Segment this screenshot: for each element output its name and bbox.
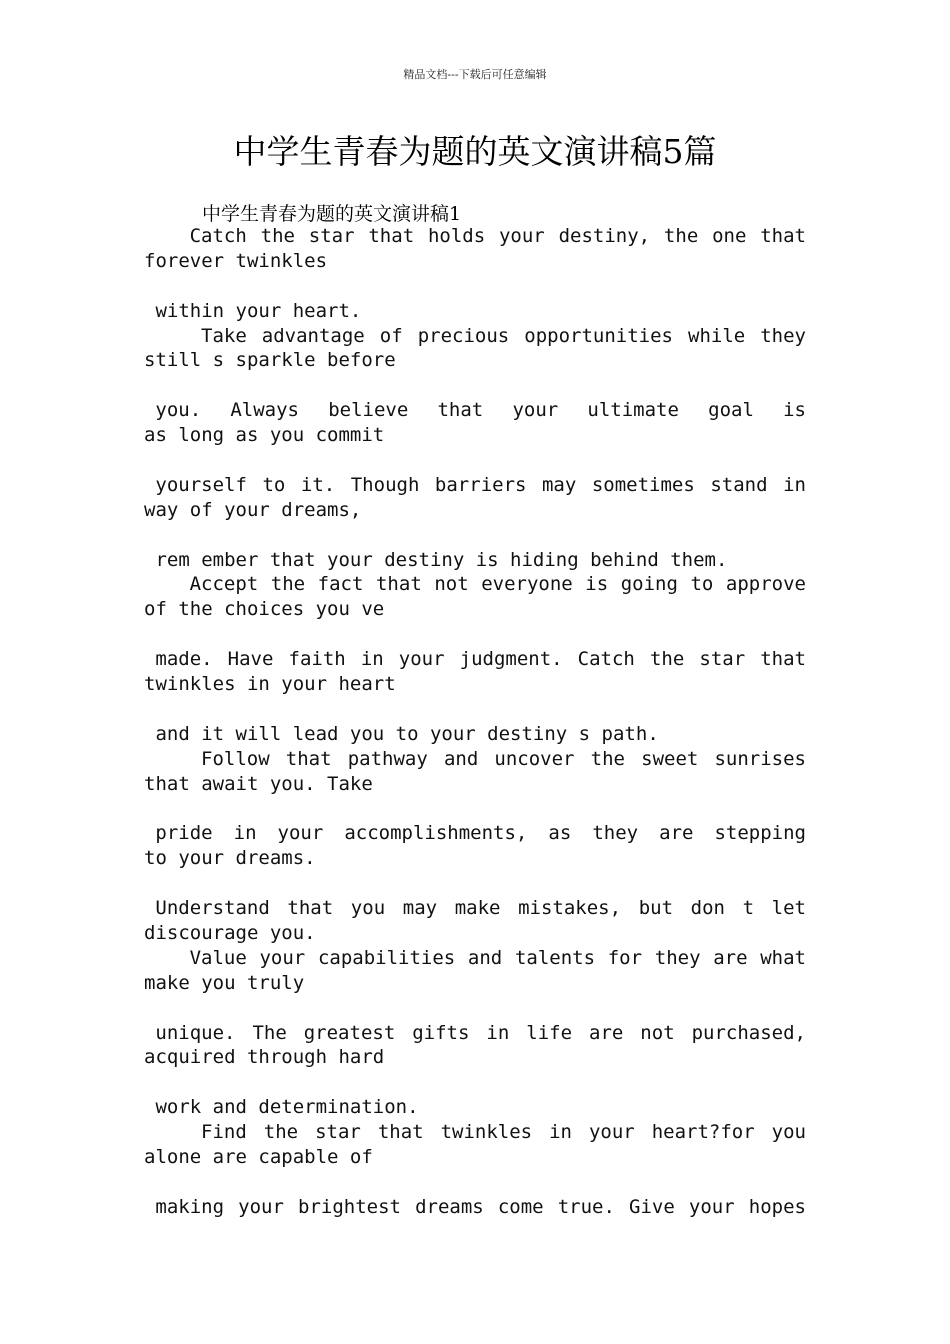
header-note: 精品文档---下载后可任意编辑 bbox=[403, 68, 547, 81]
body-line: rem ember that your destiny is hiding behind them. bbox=[144, 548, 728, 571]
body-line: Catch the star that holds your destiny, the one that bbox=[189, 225, 806, 247]
body-line: within your heart. bbox=[144, 299, 362, 322]
body-line: twinkles in your heart bbox=[144, 673, 396, 696]
body-line bbox=[144, 274, 806, 299]
body-line bbox=[144, 697, 806, 722]
body-line: still s sparkle before bbox=[144, 349, 396, 372]
body-line: and it will lead you to your destiny s path. bbox=[144, 722, 659, 745]
body-line: yourself to it. Though barriers may sometimes stand in bbox=[155, 473, 806, 496]
body-line bbox=[144, 796, 806, 821]
body-line: make you truly bbox=[144, 971, 305, 994]
body-line bbox=[144, 373, 806, 398]
body-line: pride in your accomplishments, as they are stepping bbox=[155, 822, 806, 845]
body-line bbox=[144, 622, 806, 647]
body-line: to your dreams. bbox=[144, 847, 316, 870]
body-line: that await you. Take bbox=[144, 772, 373, 795]
body-line: Find the star that twinkles in your heart?for you bbox=[201, 1121, 806, 1144]
speech-body bbox=[144, 224, 806, 1220]
body-line: you. Always believe that your ultimate goal is bbox=[155, 399, 806, 422]
section-heading: 中学生青春为题的英文演讲稿1 bbox=[202, 203, 462, 225]
body-line: of the choices you ve bbox=[144, 598, 385, 621]
body-line: making your brightest dreams come true. Give your hopes bbox=[155, 1195, 806, 1218]
body-line: discourage you. bbox=[144, 921, 316, 944]
body-line: as long as you commit bbox=[144, 424, 385, 447]
body-line: unique. The greatest gifts in life are not purchased, bbox=[155, 1021, 806, 1044]
body-line: Understand that you may make mistakes, but don t let bbox=[155, 897, 806, 920]
body-line: acquired through hard bbox=[144, 1046, 385, 1069]
body-line bbox=[144, 1170, 806, 1195]
body-line: Take advantage of precious opportunities while they bbox=[201, 324, 806, 347]
body-line: alone are capable of bbox=[144, 1145, 373, 1168]
body-line bbox=[144, 523, 806, 548]
body-line: work and determination. bbox=[144, 1096, 419, 1119]
body-line bbox=[144, 1070, 806, 1095]
body-line: forever twinkles bbox=[144, 249, 328, 272]
document-title: 中学生青春为题的英文演讲稿5篇 bbox=[233, 132, 717, 171]
body-line: Follow that pathway and uncover the sweet sunrises bbox=[201, 747, 806, 770]
body-line: Value your capabilities and talents for they are what bbox=[189, 946, 806, 969]
body-line bbox=[144, 871, 806, 896]
body-line bbox=[144, 448, 806, 473]
body-line: made. Have faith in your judgment. Catch the star that bbox=[155, 648, 806, 671]
body-line bbox=[144, 996, 806, 1021]
body-line: Accept the fact that not everyone is going to approve bbox=[189, 573, 806, 596]
body-line: way of your dreams, bbox=[144, 498, 362, 521]
